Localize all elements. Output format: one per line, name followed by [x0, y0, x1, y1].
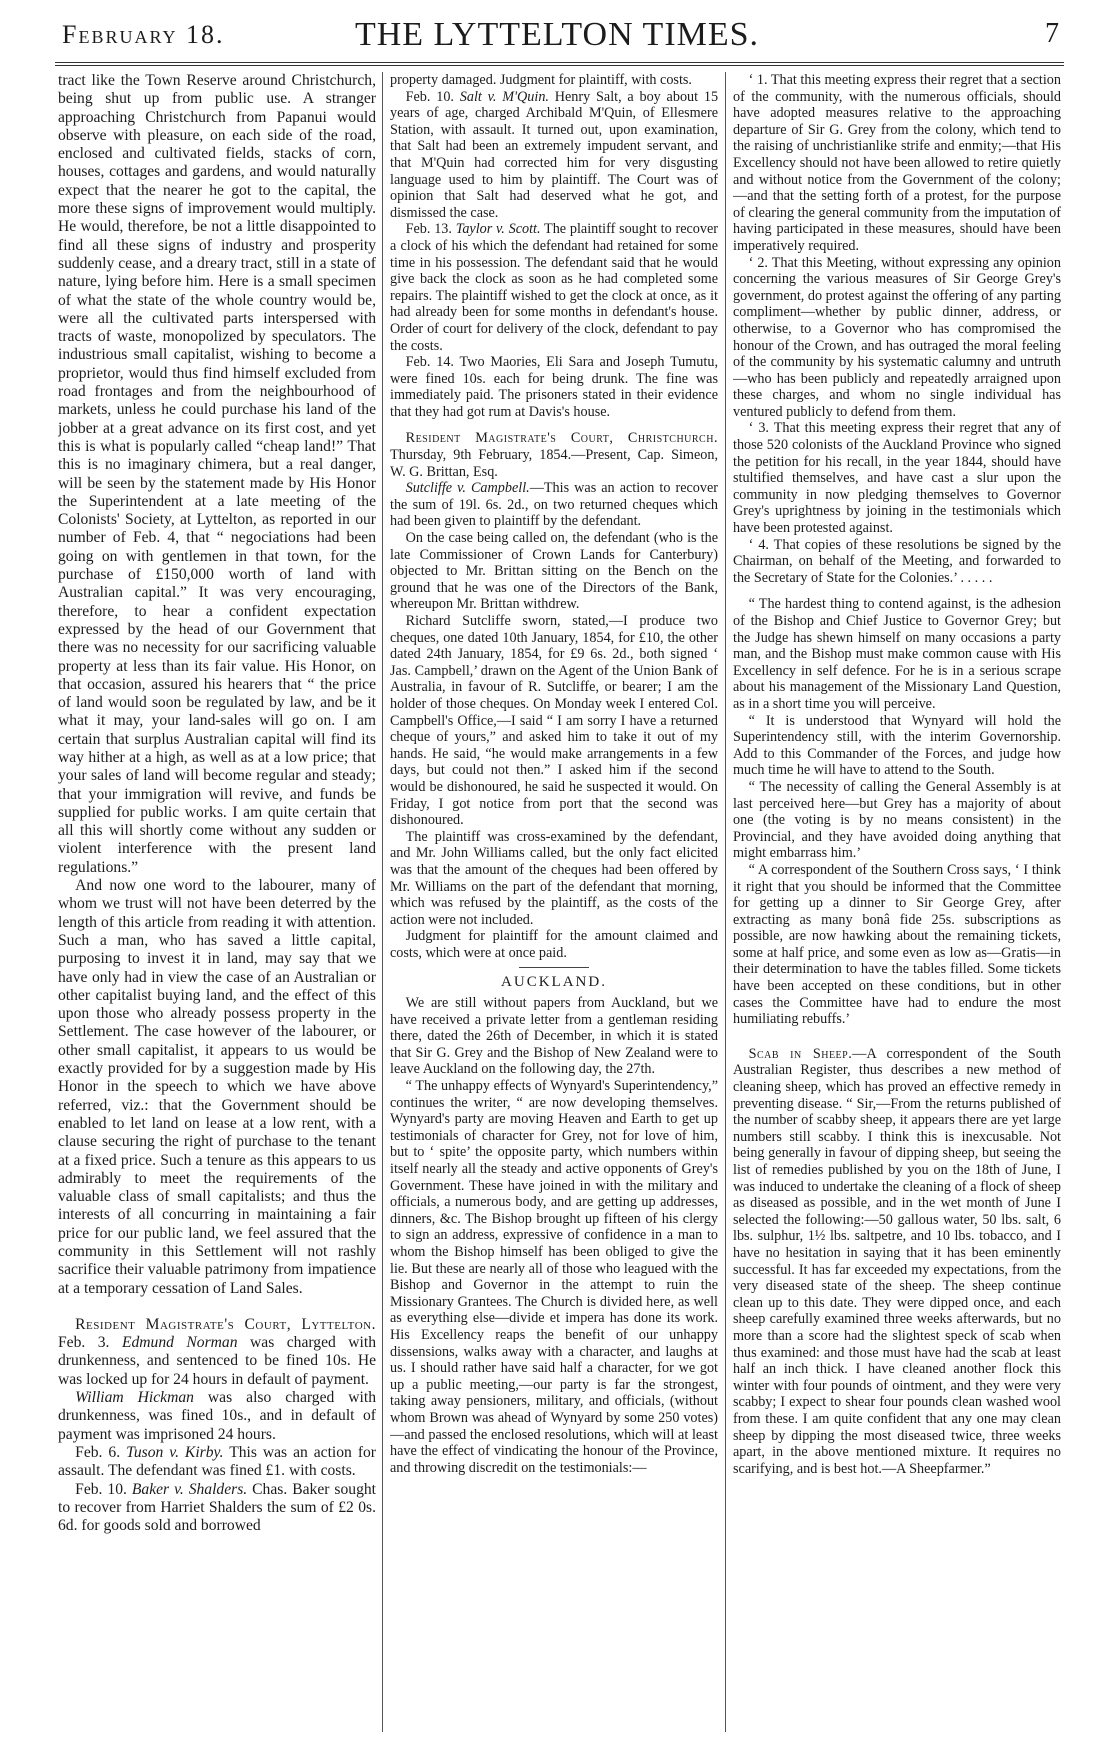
court-report-paragraph: The plaintiff was cross-examined by the defendant, and Mr. John Williams called, but the only fact elicited was that the amount of the cheques had been offered by Mr. Williams on the part of the defendant that morning, which was refused by the plaintiff, as the costs of the action were not included.: [390, 828, 718, 928]
resolution-paragraph: ‘ 2. That this Meeting, without expressing any opinion concerning the various measures of Sir George Grey's government, do protest against the offering of any parting compliment—whether by public dinner, address, or otherwise, to a Governor who has compromised the honour of the Crown, and has outraged the moral feeling of the community by his systematic calumny and untruth—who has been publicly and repeatedly arraigned upon these charges, and whom no single individual has ventured publicly to defend from them.: [733, 254, 1061, 420]
court-report-paragraph: Feb. 10. Salt v. M'Quin. Henry Salt, a boy about 15 years of age, charged Archibald M'Quin, of Ellesmere Station, with assault. It turned out, upon examination, that Salt had been an extremely impudent servant, and that M'Quin had corrected him for very disgusting language used to him by plaintiff. The Court was of opinion that Salt had deserved what he got, and dismissed the case.: [390, 88, 718, 221]
masthead-rule: [55, 65, 1064, 66]
court-report-paragraph: Feb. 6. Tuson v. Kirby. This was an action for assault. The defendant was fined £1. with costs.: [58, 1443, 376, 1480]
column-divider: [382, 72, 383, 1732]
article-paragraph: Scab in Sheep.—A correspondent of the South Australian Register, thus describes a new method of cleaning sheep, which has proved an effective remedy in preventing disease. “ Sir,—From the returns published of the number of scabby sheep, it appears there are yet large numbers still scabby. I think this is inexcusable. Not being generally in favour of dipping sheep, but seeing the list of remedies published by you on the 18th of June, I was induced to undertake the cleaning of a flock of sheep as diseased as possible, and in the wet month of June I selected the following:—50 gallous water, 50 lbs. salt, 6 lbs. sulphur, 1½ lbs. saltpetre, and 10 lbs. tobacco, and I have no hesitation in saying that it has been eminently successful. It has far exceeded my expectations, from the very diseased state of the sheep. The sheep continue clean up to this date. They were dipped once, and each sheep carefully examined three weeks afterwards, but no more than a score had the slightest speck of scab when thus examined: and those must have had the scab at least half an inch thick. I have cleaned another flock this winter with four pounds of ointment, and they were very scabby; I expect to shear four pounds clean washed wool from these. I am quite confident that any one may clean sheep by dipping the most diseased twice, three weeks apart, in the above mentioned mixture. It requires no scarifying, and is best hot.—A Sheepfarmer.”: [733, 1045, 1061, 1477]
article-paragraph: And now one word to the labourer, many of whom we trust will not have been deterred by the length of this article from reading it with attention. Such a man, who has saved a little capital, purposing to invest it in land, may say that we have only had in view the case of an Australian or other capitalist buying land, and the effect of this upon those who already possess property in the Settlement. The case however of the labourer, or other small capitalist, it appears to us would be exactly provided for by a suggestion made by His Honor in the speech to which we have above referred, viz.: that the Government should be enabled to let land on lease at a low rent, with a clause securing the right of purchase to the tenant at a fixed price. Such a tenure as this appears to us admirably to meet the requirements of the valuable class of small capitalists; and thus the interests of all concurring in maintaining a fair price for our public land, we feel assured that the community in this Settlement will not rashly sacrifice their valuable patrimony from impatience at a temporary cessation of Land Sales.: [58, 877, 376, 1297]
court-heading: Resident Magistrate's Court, Christchurch.: [405, 430, 718, 447]
court-report-paragraph: Feb. 10. Baker v. Shalders. Chas. Baker sought to recover from Harriet Shalders the sum of £2 0s. 6d. for goods sold and borrowed: [58, 1480, 376, 1535]
court-report-paragraph: On the case being called on, the defendant (who is the late Commissioner of Crown Lands for Canterbury) objected to Mr. Brittan sitting on the Bench on the ground that he was one of the Directors of the Bank, whereupon Mr. Brittan withdrew.: [390, 530, 718, 613]
article-paragraph: “ It is understood that Wynyard will hold the Superintendency still, with the interim Governorship. Add to this Commander of the Forces, and judge how much time he will have to attend to the South.: [733, 712, 1061, 779]
court-report-paragraph: Sutcliffe v. Campbell.—This was an action to recover the sum of 19l. 6s. 2d., on two returned cheques which had been given to plaintiff by the defendant.: [390, 480, 718, 530]
article-paragraph: “ The hardest thing to contend against, is the adhesion of the Bishop and Chief Justice to Governor Grey; but the Judge has shewn himself on many occasions a party man, and the Bishop must make common cause with His Excellency in self defence. For he is in a serious scrape about his management of the Missionary Land Question, as in a short time you will perceive.: [733, 596, 1061, 712]
section-heading: AUCKLAND.: [501, 974, 607, 991]
article-paragraph: “ The unhappy effects of Wynyard's Superintendency,” continues the writer, “ are now developing themselves. Wynyard's party are moving Heaven and Earth to get up testimonials of character for Grey, not for love of him, but to ‘ spite’ the opposite party, which numbers within itself nearly all the steady and active opponents of Grey's Government. These have joined in with the military and officials, a numerous body, and are getting up addresses, dinners, &c. The Bishop brought up fifteen of his clergy to sign an address, expressive of confidence in a man to whom the Bishop himself has been obliged to give the lie. But these are nearly all of those who leagued with the Bishop and Governor in the attempt to ruin the Missionary Grantees. The Church is divided here, as well as everything else—divide et impera has done its work. His Excellency reaps the benefit of our unhappy dissensions, walks away with a character, and laughs at us. I should rather have said half a character, for we got up a public meeting,—our party is far the strongest, taking away pensioners, military, and officials, (without whom Brown was ahead of Wynyard by some 250 votes)—and passed the enclosed resolutions, which will at least have the effect of vindicating the honour of the Province, and throwing discredit on the testimonials:—: [390, 1078, 718, 1476]
court-report-paragraph: Resident Magistrate's Court, Christchurch. Thursday, 9th February, 1854.—Present, Cap. Simeon, W. G. Brittan, Esq.: [390, 430, 718, 480]
column-1: [58, 72, 376, 1732]
column-3: [733, 72, 1061, 1732]
court-heading: Resident Magistrate's Court, Lyttelton.: [75, 1315, 376, 1333]
newspaper-title: THE LYTTELTON TIMES.: [354, 16, 760, 53]
resolution-paragraph: ‘ 3. That this meeting express their regret that any of those 520 colonists of the Auckland Province who signed the petition for his recall, in the year 1844, should have stultified themselves, and have cast a slur upon the community in now pledging themselves to Governor Grey's uprightness by joining in the testimonials which have been protested against.: [733, 420, 1061, 537]
court-report-paragraph: property damaged. Judgment for plaintiff, with costs.: [390, 72, 692, 88]
court-report-paragraph: Judgment for plaintiff for the amount claimed and costs, which were at once paid.: [390, 928, 718, 961]
resolution-paragraph: ‘ 1. That this meeting express their regret that a section of the community, with the numerous officials, should have adopted measures relative to the approaching departure of Sir G. Grey from the colony, which tend to the raising of unchristianlike strife and enmity;—that His Excellency should not have been allowed to retire quietly and without notice from the Government of the colony;—and that the setting forth of a protest, for the purpose of clearing the general community from the imputation of having participated in these measures, should have been imperatively required.: [733, 72, 1061, 254]
masthead: [0, 0, 1114, 58]
court-report-paragraph: Feb. 14. Two Maories, Eli Sara and Joseph Tumutu, were fined 10s. each for being drunk. The fine was immediately paid. The prisoners stated in their evidence that they had got rum at Davis's house.: [390, 354, 718, 420]
column-divider: [725, 72, 726, 1732]
article-paragraph: “ The necessity of calling the General Assembly is at last perceived here—but Grey has a majority of about one (the voting is by no means consistent) in the Provincial, and they have avoided doing anything that might embarrass him.’: [733, 778, 1061, 862]
masthead-rule: [55, 62, 1064, 63]
article-paragraph: We are still without papers from Auckland, but we have received a private letter from a gentleman residing there, dated the 26th of December, in which it is stated that Sir G. Grey and the Bishop of New Zealand were to leave Auckland on the following day, the 27th.: [390, 995, 718, 1078]
court-report-paragraph: William Hickman was also charged with drunkenness, was fined 10s., and in default of payment was imprisoned 24 hours.: [58, 1389, 376, 1443]
column-2: [390, 72, 718, 1732]
article-heading: Scab in Sheep.: [748, 1045, 853, 1062]
resolution-paragraph: ‘ 4. That copies of these resolutions be signed by the Chairman, on behalf of the Meeting, and forwarded to the Secretary of State for the Colonies.’ . . . . .: [733, 536, 1061, 586]
page-number: 7: [1045, 18, 1059, 49]
section-rule: [519, 967, 589, 968]
court-report-paragraph: Resident Magistrate's Court, Lyttelton. Feb. 3. Edmund Norman was charged with drunkenness, and sentenced to be fined 10s. He was locked up for 24 hours in default of payment.: [58, 1315, 376, 1388]
court-report-paragraph: Richard Sutcliffe sworn, stated,—I produce two cheques, one dated 10th January, 1854, for £10, the other dated 24th January, 1854, for £9 6s. 2d., both signed ‘ Jas. Campbell,’ drawn on the Agent of the Union Bank of Australia, in favour of R. Sutcliffe, or bearer; I am the holder of those cheques. On Monday week I entered Col. Campbell's Office,—I said “ I am sorry I have a returned cheque of yours,” and asked him to take it out of my hands. He said, “he would make arrangements in a few days, but could not then.” I asked him if the second would be dishonoured, he said he suspected it would. On Friday, I got notice from port that the second was dishonoured.: [390, 613, 718, 829]
court-report-paragraph: Feb. 13. Taylor v. Scott. The plaintiff sought to recover a clock of his which the defendant had retained for some time in his possession. The defendant said that he would give back the clock as soon as he had completed some repairs. The plaintiff wished to get the clock at once, as it had already been for some months in defendant's house. Order of court for delivery of the clock, defendant to pay the costs.: [390, 221, 718, 354]
issue-date: February 18.: [62, 20, 225, 49]
article-paragraph: “ A correspondent of the Southern Cross says, ‘ I think it right that you should be informed that the Committee for getting up a dinner to Sir George Grey, after extracting as many bonâ fide 25s. subscriptions as possible, are now hawking about the remaining tickets, some at half price, and some even as low as—Gratis—in their determination to have the tables filled. Some tickets have been accepted on these conditions, but in other cases the Committee have had to endure the most humiliating rebuffs.’: [733, 861, 1061, 1028]
article-paragraph: tract like the Town Reserve around Christchurch, being shut up from public use. A stranger approaching Christchurch from Papanui would observe with pleasure, on each side of the road, enclosed and cultivated fields, stacks of corn, houses, cottages and gardens, and would naturally expect that the nearer he got to the capital, the more these signs of improvement would multiply. He would, therefore, be not a little disappointed to find all these signs of industry and prosperity suddenly cease, and a dreary tract, still in a state of nature, lying before him. Here is a small specimen of what the state of the whole country would be, were all the cultivated parts interspersed with tracts of waste, monopolized by speculators. The industrious small capitalist, wishing to become a proprietor, would thus find himself excluded from road frontages and from the neighbourhood of markets, unless he could purchase his land of the jobber at a great advance on its first cost, and yet this is what is popularly called “cheap land!” That this is no imaginary chimera, but a real danger, will be seen by the statement made by His Honor the Superintendent at a late meeting of the Colonists' Society, at Lyttelton, as reported in our number of Feb. 4, that “ negociations had been going on with gentlemen in that town, for the purchase of £150,000 worth of land with Australian capital.” It was very encouraging, therefore, to hear a confident expectation expressed by the head of our Government that there was no necessity for our sacrificing valuable property at less than its fair value. His Honor, on that occasion, assured his hearers that “ the price of land would soon be regulated by law, and be it what it may, your land-sales will go on. I am certain that surplus Australian capital will find its way hither at a high, as well as at a low price; that your sales of land will become regular and steady; that your immigration will revive, and funds be supplied for public works. I am quite certain that all this will shortly come without any sudden or violent interference with the present land regulations.”: [58, 72, 376, 876]
